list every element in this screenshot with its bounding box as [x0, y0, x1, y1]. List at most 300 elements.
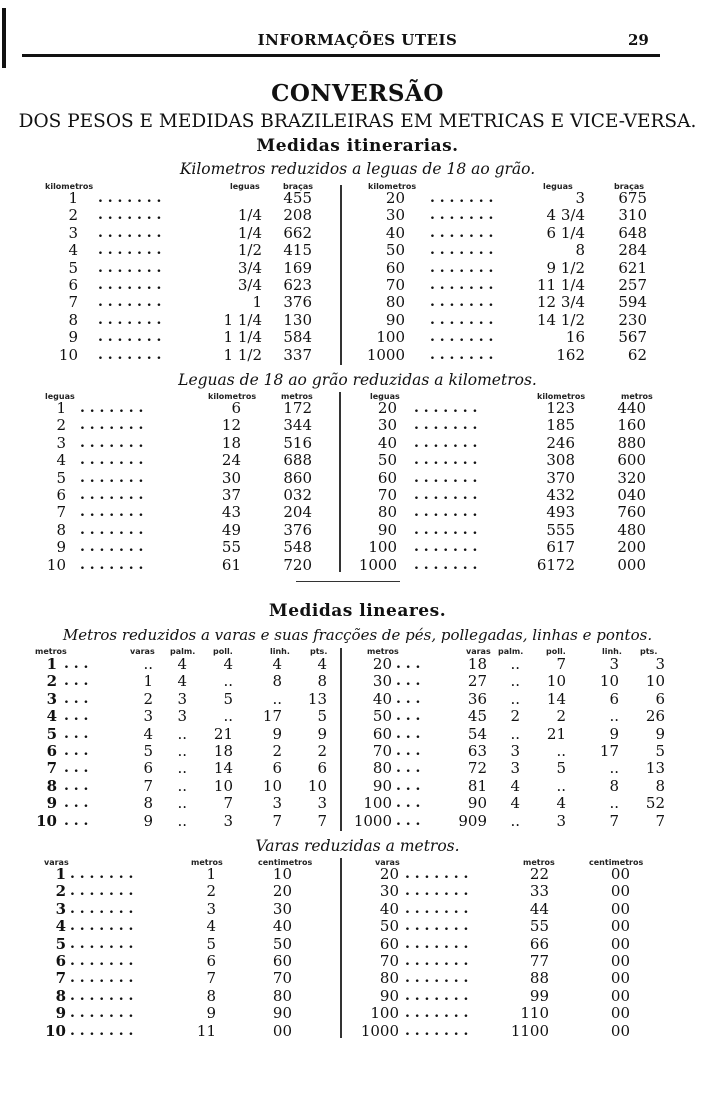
table-cell: 3 [609, 655, 619, 673]
table-cell: .. [177, 811, 187, 830]
table-cell: 1000 [353, 811, 392, 830]
table-cell: 584 [283, 328, 312, 347]
table-cell: 2 [556, 707, 566, 726]
table-cell: 200 [617, 538, 646, 557]
table-cell: 11 1/4 [537, 276, 585, 294]
dot-leader: . . . . . . . [98, 329, 162, 346]
table-cell: 11 [196, 1021, 216, 1040]
table-cell: 320 [617, 468, 646, 487]
table-cell: 6172 [536, 555, 575, 574]
dot-leader: . . . . . . . [430, 277, 494, 293]
table-cell: 3 [56, 433, 66, 452]
table-cell: 2 [510, 707, 520, 726]
table-cell: 90 [272, 1004, 292, 1023]
table-cell: .. [177, 742, 187, 760]
table-cell: 10 [46, 555, 66, 574]
table-cell: 5 [143, 742, 153, 760]
t1-head-kilometros-left: kilometros [45, 182, 94, 191]
table-row [0, 726, 715, 743]
dot-leader: . . . . . . . [80, 504, 144, 521]
table-cell: 4 [56, 451, 66, 470]
table-cell: 4 [223, 655, 233, 673]
table-cell: 7 [556, 655, 566, 673]
table-cell: 6 [655, 689, 665, 708]
table-cell: 40 [385, 223, 405, 242]
table-cell: 60 [379, 934, 399, 953]
dot-leader: . . . . . . . [98, 190, 162, 206]
table-cell: 675 [618, 189, 647, 207]
t3-head-metros-left: metros [35, 647, 67, 656]
table-row [0, 312, 715, 329]
table-cell: 7 [56, 503, 66, 522]
table-cell: 310 [618, 206, 647, 225]
table-row [0, 504, 715, 521]
table-row [0, 778, 715, 795]
table-cell: 14 [546, 689, 566, 708]
dot-leader: . . . . . . . [414, 556, 478, 573]
table-cell: 440 [617, 399, 646, 417]
table-cell: 1 [68, 189, 78, 207]
t1-head-bracas-right: braças [614, 182, 644, 191]
table-cell: 8 [143, 794, 153, 813]
table-cell: 000 [617, 555, 646, 574]
table-row [0, 557, 715, 574]
dot-leader: . . . [396, 673, 421, 690]
table-cell: 4 [177, 672, 187, 691]
dot-leader: . . . . . . . [414, 504, 478, 521]
table-cell: 230 [618, 310, 647, 329]
dot-leader: . . . . . . . [70, 918, 134, 935]
table-cell: 4 [556, 794, 566, 813]
table-cell: 70 [377, 486, 397, 504]
table-cell: 1 [55, 865, 66, 883]
table-cell: 032 [283, 486, 312, 504]
dot-leader: . . . . . . . [80, 487, 144, 503]
dot-leader: . . . . . . . [430, 329, 494, 346]
table-cell: 6 [317, 759, 327, 778]
table-cell: 6 [272, 759, 282, 778]
table-row [0, 901, 715, 918]
table-cell: 80 [272, 986, 292, 1005]
table-cell: 548 [283, 538, 312, 557]
table-cell: 60 [377, 468, 397, 487]
table-cell: 9 [143, 811, 153, 830]
dot-leader: . . . [396, 725, 421, 742]
table-cell: 20 [379, 865, 399, 883]
table-cell: 3 [68, 223, 78, 242]
table-cell: 760 [617, 503, 646, 522]
table2-caption: Leguas de 18 ao grão reduzidas a kilometros. [178, 371, 537, 389]
t4-head-varas-right: varas [375, 858, 400, 867]
table-cell: 12 3/4 [537, 293, 585, 312]
t2-head-kilometros-left: kilometros [208, 392, 257, 401]
table-cell: 600 [617, 451, 646, 470]
table-row [0, 918, 715, 935]
t3-head-pts-right: pts. [640, 647, 658, 656]
t3-head-linh-left: linh. [270, 647, 290, 656]
table-cell: 81 [467, 776, 487, 795]
table-cell: 54 [467, 724, 487, 743]
table-cell: 8 [68, 310, 78, 329]
dot-leader: . . . . . . . [405, 1005, 469, 1022]
table-cell: 10 [262, 776, 282, 795]
dot-leader: . . . . . . . [70, 953, 134, 969]
table-cell: 14 1/2 [537, 310, 585, 329]
table-cell: 7 [55, 969, 66, 988]
table-cell: 10 [213, 776, 233, 795]
page-subtitle: DOS PESOS E MEDIDAS BRAZILEIRAS EM METRICAS E VICE-VERSA. [18, 111, 697, 132]
table-row [0, 795, 715, 812]
dot-leader: . . . [64, 725, 89, 742]
dot-leader: . . . . . . . [70, 935, 134, 952]
table-cell: 60 [272, 952, 292, 970]
table-cell: 55 [529, 917, 549, 936]
table-cell: 10 [645, 672, 665, 691]
table-cell: 8 [272, 672, 282, 691]
dot-leader: . . . [64, 743, 89, 759]
table-cell: 2 [143, 689, 153, 708]
dot-leader: . . . . . . . [414, 539, 478, 556]
table-cell: 9 1/2 [546, 258, 585, 277]
t3-head-pts-left: pts. [310, 647, 328, 656]
dot-leader: . . . [64, 708, 89, 725]
table-cell: 123 [546, 399, 575, 417]
table-cell: 9 [206, 1004, 216, 1023]
table-cell: 62 [627, 345, 647, 364]
dot-leader: . . . . . . . [414, 417, 478, 434]
table-cell: 432 [546, 486, 575, 504]
table-cell: 2 [317, 742, 327, 760]
table-row [0, 988, 715, 1005]
table-cell: 45 [467, 707, 487, 726]
table-row [0, 417, 715, 434]
t2-head-leguas-left: leguas [45, 392, 75, 401]
dot-leader: . . . . . . . [430, 190, 494, 206]
table-cell: 20 [377, 399, 397, 417]
dot-leader: . . . . . . . [430, 294, 494, 311]
table-cell: 1/4 [237, 206, 262, 225]
table-cell: 185 [546, 416, 575, 435]
table-cell: 370 [546, 468, 575, 487]
table-row [0, 207, 715, 224]
table-cell: 00 [610, 899, 630, 918]
table-cell: 688 [283, 451, 312, 470]
dot-leader: . . . . . . . [405, 883, 469, 900]
table-cell: 172 [283, 399, 312, 417]
table-cell: .. [510, 655, 520, 673]
dot-leader: . . . . . . . [405, 900, 469, 917]
dot-leader: . . . [396, 777, 421, 794]
table-cell: 6 [206, 952, 216, 970]
table-cell: 1/2 [237, 241, 262, 260]
table-cell: 3 [510, 742, 520, 760]
table-cell: 621 [618, 258, 647, 277]
table-cell: 7 [206, 969, 216, 988]
dot-leader: . . . [64, 795, 89, 812]
dot-leader: . . . . . . . [98, 311, 162, 328]
table-row [0, 813, 715, 830]
header-rule [22, 54, 660, 57]
table-cell: 2 [56, 416, 66, 435]
table-cell: 9 [46, 794, 57, 813]
table-cell: 4 [206, 917, 216, 936]
table-cell: 6 [143, 759, 153, 778]
table-cell: 284 [618, 241, 647, 260]
table-cell: 50 [377, 451, 397, 470]
table-cell: 9 [55, 1004, 66, 1023]
table-cell: 880 [617, 433, 646, 452]
dot-leader: . . . . . . . [80, 469, 144, 486]
table-row [0, 277, 715, 294]
table-cell: .. [177, 776, 187, 795]
table-cell: 8 [575, 241, 585, 260]
table-cell: .. [272, 689, 282, 708]
table-cell: 720 [283, 555, 312, 574]
table-cell: 6 1/4 [546, 223, 585, 242]
table-cell: 36 [467, 689, 487, 708]
table-cell: 4 [510, 794, 520, 813]
table-cell: 30 [385, 206, 405, 225]
running-header: INFORMAÇÕES UTEIS [257, 31, 458, 49]
table-row [0, 953, 715, 970]
dot-leader: . . . . . . . [70, 883, 134, 900]
table-cell: 257 [618, 276, 647, 294]
table-cell: 17 [599, 742, 619, 760]
table-cell: 3 [177, 707, 187, 726]
dot-leader: . . . . . . . [405, 918, 469, 935]
table-cell: 7 [68, 293, 78, 312]
table-cell: 5 [655, 742, 665, 760]
table-cell: 8 [206, 986, 216, 1005]
table-cell: 1 1/2 [223, 345, 262, 364]
table-cell: 5 [317, 707, 327, 726]
table1-caption: Kilometros reduzidos a leguas de 18 ao grão. [179, 160, 536, 178]
table-cell: 8 [655, 776, 665, 795]
table-cell: 14 [213, 759, 233, 778]
dot-leader: . . . [396, 708, 421, 725]
table-row [0, 936, 715, 953]
table-cell: 5 [55, 934, 66, 953]
table-cell: 909 [458, 811, 487, 830]
table-cell: 3/4 [237, 258, 262, 277]
table-cell: 90 [372, 776, 392, 795]
table-row [0, 329, 715, 346]
table-row [0, 1005, 715, 1022]
t3-head-poll-right: poll. [546, 647, 566, 656]
table-cell: 2 [68, 206, 78, 225]
t4-head-centimetros-left: centimetros [258, 858, 313, 867]
table-cell: 5 [46, 724, 57, 743]
table-cell: .. [510, 811, 520, 830]
table3-caption: Metros reduzidos a varas e suas fracções de pés, pollegadas, linhas e pontos. [62, 626, 653, 644]
table-cell: 21 [546, 724, 566, 743]
table-row [0, 190, 715, 207]
table-cell: 3 [55, 899, 66, 918]
table-cell: 169 [283, 258, 312, 277]
dot-leader: . . . . . . . [414, 434, 478, 451]
dot-leader: . . . . . . . [70, 900, 134, 917]
table-row [0, 866, 715, 883]
table-cell: 18 [221, 433, 241, 452]
table-cell: 30 [221, 468, 241, 487]
table-cell: 63 [467, 742, 487, 760]
dot-leader: . . . . . . . [70, 1005, 134, 1022]
table-cell: 3 [510, 759, 520, 778]
table-cell: 80 [379, 969, 399, 988]
table-cell: .. [556, 742, 566, 760]
t3-head-linh-right: linh. [602, 647, 622, 656]
table-cell: 10 [36, 811, 57, 830]
table-cell: 50 [385, 241, 405, 260]
t1-head-leguas-left: leguas [230, 182, 260, 191]
dot-leader: . . . [64, 760, 89, 777]
table-cell: 337 [283, 345, 312, 364]
dot-leader: . . . . . . . [98, 207, 162, 224]
table-cell: 3 [272, 794, 282, 813]
table-cell: 480 [617, 520, 646, 539]
table-cell: 90 [385, 310, 405, 329]
table-cell: 24 [221, 451, 241, 470]
table-cell: 30 [272, 899, 292, 918]
dot-leader: . . . [396, 812, 421, 829]
table-cell: 30 [377, 416, 397, 435]
table-cell: .. [223, 672, 233, 691]
t2-head-leguas-right: leguas [370, 392, 400, 401]
table-cell: 80 [385, 293, 405, 312]
table-cell: 4 [510, 776, 520, 795]
table-cell: .. [510, 672, 520, 691]
t1-head-kilometros-right: kilometros [368, 182, 417, 191]
dot-leader: . . . . . . . [414, 400, 478, 416]
table-row [0, 452, 715, 469]
table-cell: 00 [610, 865, 630, 883]
table-cell: 415 [283, 241, 312, 260]
table-cell: 860 [283, 468, 312, 487]
table-cell: 22 [529, 865, 549, 883]
dot-leader: . . . . . . . [405, 1022, 469, 1039]
table-cell: 376 [283, 520, 312, 539]
table-cell: 4 [143, 724, 153, 743]
table-cell: 6 [609, 689, 619, 708]
table-cell: 40 [379, 899, 399, 918]
t4-head-varas-left: varas [44, 858, 69, 867]
table-cell: 21 [213, 724, 233, 743]
dot-leader: . . . . . . . [405, 953, 469, 969]
dot-leader: . . . . . . . [414, 452, 478, 469]
table-cell: .. [177, 759, 187, 778]
dot-leader: . . . [396, 690, 421, 707]
table-cell: 17 [262, 707, 282, 726]
table-cell: 3 [206, 899, 216, 918]
table-cell: 33 [529, 882, 549, 901]
table-cell: 7 [609, 811, 619, 830]
t4-head-metros-right: metros [523, 858, 555, 867]
table-cell: 1 [252, 293, 262, 312]
table-cell: 1000 [366, 345, 405, 364]
table-cell: 27 [467, 672, 487, 691]
dot-leader: . . . . . . . [80, 434, 144, 451]
dot-leader: . . . . . . . [414, 521, 478, 538]
dot-leader: . . . . . . . [70, 970, 134, 987]
dot-leader: . . . [64, 690, 89, 707]
table-cell: .. [143, 655, 153, 673]
table-cell: 00 [610, 952, 630, 970]
table-cell: 376 [283, 293, 312, 312]
table4-caption: Varas reduzidas a metros. [255, 837, 460, 855]
table-cell: 66 [529, 934, 549, 953]
t3-head-varas-left: varas [130, 647, 155, 656]
table-cell: 1 [46, 655, 57, 673]
table-cell: 4 [46, 707, 57, 726]
table-row [0, 673, 715, 690]
table-row [0, 760, 715, 777]
section-heading-itinerarias: Medidas itinerarias. [256, 136, 459, 156]
table-cell: 8 [55, 986, 66, 1005]
table-cell: 100 [368, 538, 397, 557]
table-cell: 90 [467, 794, 487, 813]
table-cell: 8 [46, 776, 57, 795]
table-cell: 50 [272, 934, 292, 953]
table-cell: 10 [272, 865, 292, 883]
dot-leader: . . . [396, 795, 421, 812]
table-cell: 20 [385, 189, 405, 207]
table-cell: 70 [385, 276, 405, 294]
dot-leader: . . . . . . . [80, 452, 144, 469]
dot-leader: . . . . . . . [405, 935, 469, 952]
table-cell: 8 [317, 672, 327, 691]
t3-head-metros-right: metros [367, 647, 399, 656]
table-cell: 110 [520, 1004, 549, 1023]
table-cell: 1 1/4 [223, 328, 262, 347]
dot-leader: . . . [64, 656, 89, 672]
t4-head-metros-left: metros [191, 858, 223, 867]
table-cell: .. [177, 794, 187, 813]
table-cell: 10 [307, 776, 327, 795]
table-cell: 208 [283, 206, 312, 225]
table-cell: 160 [617, 416, 646, 435]
table-cell: .. [609, 794, 619, 813]
table-cell: 5 [56, 468, 66, 487]
t3-head-palm-left: palm. [170, 647, 196, 656]
table-cell: 3 [177, 689, 187, 708]
dot-leader: . . . . . . . [98, 224, 162, 241]
table-cell: 594 [618, 293, 647, 312]
table-cell: 4 [272, 655, 282, 673]
table-cell: 5 [556, 759, 566, 778]
table-cell: 00 [610, 986, 630, 1005]
table-cell: 12 [221, 416, 241, 435]
table-cell: 26 [645, 707, 665, 726]
table-cell: 6 [46, 742, 57, 760]
dot-leader: . . . . . . . [98, 242, 162, 259]
table-cell: 1000 [360, 1021, 399, 1040]
table-cell: 80 [377, 503, 397, 522]
table-cell: 2 [55, 882, 66, 901]
table-cell: 3/4 [237, 276, 262, 294]
table-cell: 80 [372, 759, 392, 778]
table-cell: 9 [609, 724, 619, 743]
table-cell: 1/4 [237, 223, 262, 242]
table-row [0, 400, 715, 417]
dot-leader: . . . . . . . [98, 259, 162, 276]
table-cell: 13 [307, 689, 327, 708]
dot-leader: . . . . . . . [430, 224, 494, 241]
table-row [0, 708, 715, 725]
t3-head-varas-right: varas [466, 647, 491, 656]
table-cell: 50 [379, 917, 399, 936]
table-row [0, 656, 715, 673]
table-row [0, 294, 715, 311]
